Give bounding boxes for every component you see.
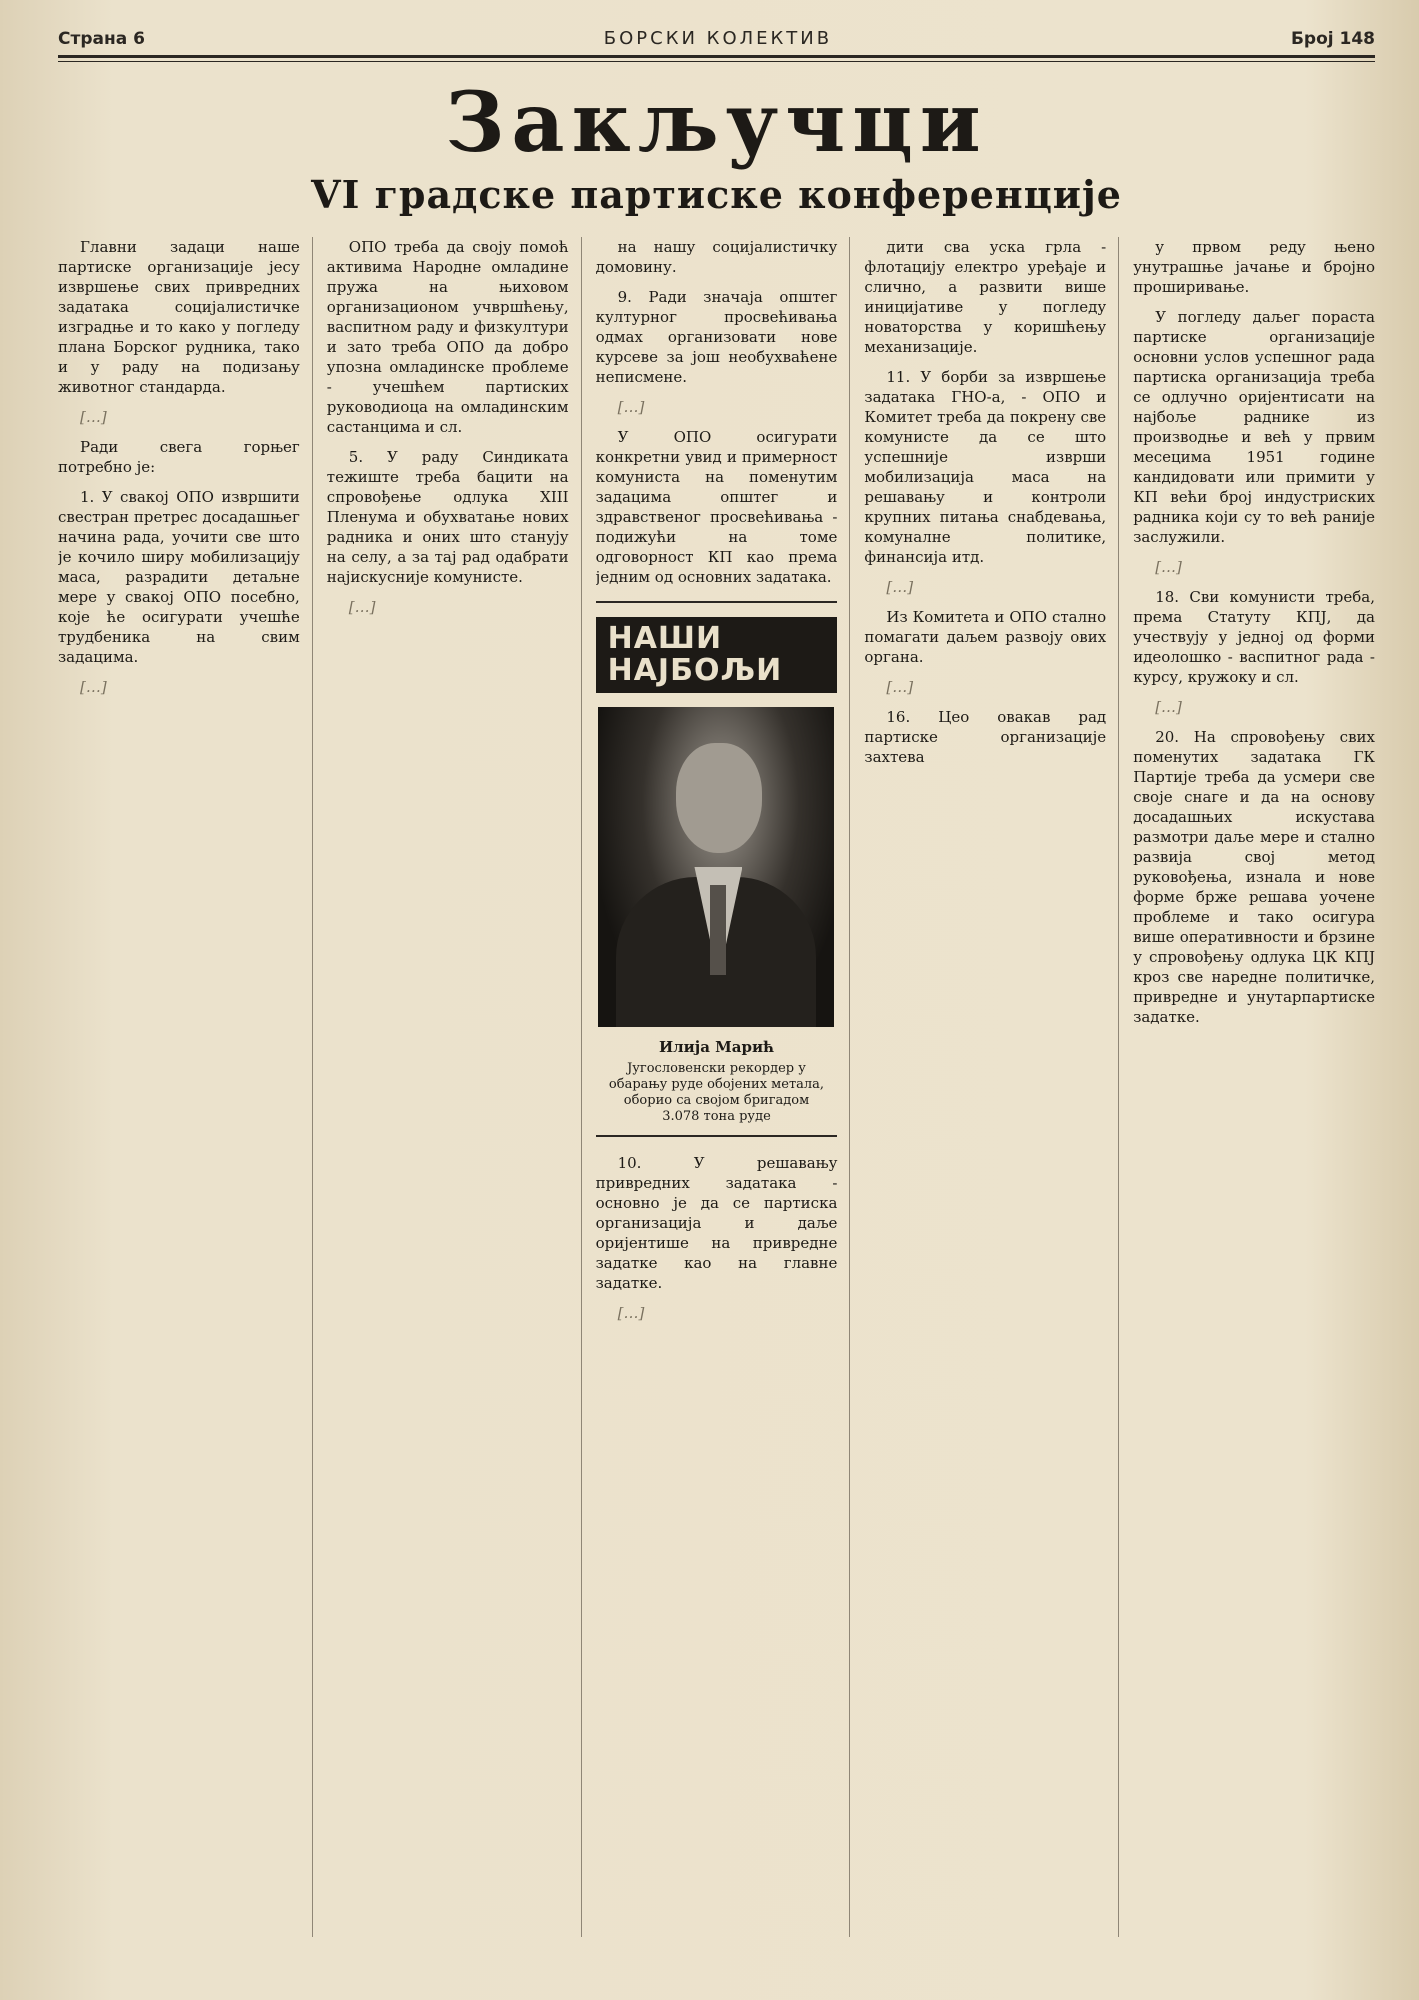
article-subtitle: VI градске партиске конференције	[311, 172, 1122, 217]
paragraph-gap: […]	[886, 578, 914, 596]
paragraph-gap: […]	[1155, 558, 1182, 576]
paragraph: на нашу социјалистичку домовину.	[595, 238, 838, 276]
paragraph: 18. Сви комунисти треба, према Статуту КПЈ, да учествују у једној од форми идеолошко - васпитног рада - курсу, кружоку и сл.	[1133, 588, 1375, 686]
paragraph: Главни задаци наше партиске организације јесу извршење свих привредних задатака социјалистичке изградње и то како у погледу плана Борског рудника, тако и у раду на подизању животног стандарда.	[58, 238, 300, 396]
paragraph: Ради свега горњег потребно је:	[58, 438, 300, 476]
paragraph: Из Комитета и ОПО стално помагати даљем развоју ових органа.	[864, 608, 1107, 666]
article-columns	[58, 237, 1375, 1937]
paragraph: 16. Цео овакав рад партиске организације захтева	[864, 708, 1107, 766]
paragraph: 10. У решавању привредних задатака - основно је да се партиска организација и даље оријентише на привредне задатке као на главне задатке.	[595, 1154, 838, 1292]
masthead	[58, 28, 1375, 58]
paragraph: 5. У раду Синдиката тежиште треба бацити на спровођење одлука XIII Пленума и обухватање нових радника и оних што станују на селу, а за тај рад одабрати најискусније комунисте.	[326, 448, 569, 586]
worker-portrait-photo	[598, 707, 834, 1027]
paragraph: 11. У борби за извршење задатака ГНО-а, - ОПО и Комитет треба да покрену све комунисте да се што успешније изврши мобилизација маса на решавању и контроли крупних питања снабдевања, комуналне политике, финансија итд.	[864, 368, 1107, 566]
paragraph-gap: […]	[80, 408, 107, 426]
photo-caption-name: Илија Марић	[658, 1038, 775, 1056]
paragraph-gap: […]	[80, 678, 107, 696]
paragraph: 1. У свакој ОПО извршити свестран претрес досадашњег начина рада, уочити све што је кочило ширу мобилизацију маса, разрадити детаљне мере у свакој ОПО посебно, које ће осигурати учешће трудбеника на свим задацима.	[58, 488, 300, 666]
article-column-3	[596, 237, 851, 1937]
portrait-tie-shape	[710, 885, 726, 975]
best-workers-feature	[596, 601, 838, 1137]
article-column-5	[1133, 237, 1375, 1937]
paragraph: ОПО треба да своју помоћ активима Народне омладине пружа на њиховом организационом учвршћењу, васпитном раду и физкултури и зато треба ОПО да добро упозна омладинске проблеме - учешћем партиских руководиоца на омладинским састанцима и сл.	[326, 238, 569, 436]
issue-number: Број 148	[1290, 29, 1375, 49]
article-column-1	[58, 237, 313, 1937]
feature-heading: НАШИ НАЈБОЉИ	[596, 617, 838, 693]
article-column-4	[864, 237, 1119, 1937]
paragraph: 20. На спровођењу свих поменутих задатака ГК Партије треба да усмери све своје снаге и да на основу досадашњих искустава размотри даље мере и стално развија свој метод руковођења, изнала и нове форме брже решава уочене проблеме и тако осигура више оперативности и брзине у спровођењу одлука ЦК КПЈ кроз све наредне политичке, привредне и унутарпартиске задатке.	[1133, 728, 1375, 1026]
page-number: Страна 6	[58, 29, 145, 49]
article-title: Закључци	[445, 75, 988, 171]
paragraph-gap: […]	[348, 598, 376, 616]
photo-caption-text: Југословенски рекордер у обарању руде обојених метала, оборио са својом бригадом 3.078 тона руде	[608, 1061, 825, 1124]
paragraph-gap: […]	[617, 398, 645, 416]
paragraph: 9. Ради значаја општег културног просвећивања одмах организовати нове курсеве за још необухваћене неписмене.	[595, 288, 838, 386]
portrait-face-shape	[676, 743, 762, 853]
paragraph: дити сва уска грла - флотацију електро уређаје и слично, а развити више иницијативе у погледу новаторства у коришћењу механизације.	[864, 238, 1107, 356]
masthead-rule	[58, 61, 1375, 62]
paragraph: У ОПО осигурати конкретни увид и примерност комуниста на поменутим задацима општег и здравственог просвећивања - подижући на томе одговорност КП као према једним од основних задатака.	[595, 428, 838, 586]
paragraph-gap: […]	[617, 1304, 645, 1322]
paragraph-gap: […]	[886, 678, 914, 696]
paragraph: У погледу даљег пораста партиске организације основни услов успешног рада партиска организација треба се одлучно оријентисати на најбоље раднике из производње и већ у првим месецима 1951 године кандидовати или примити у КП већи број индустриских радника који су то већ раније заслужили.	[1133, 308, 1375, 546]
article-column-2	[327, 237, 582, 1937]
newspaper-name: БОРСКИ КОЛЕКТИВ	[603, 28, 833, 49]
paragraph-gap: […]	[1155, 698, 1182, 716]
paragraph: у првом реду њено унутрашње јачање и бројно проширивање.	[1133, 238, 1375, 296]
